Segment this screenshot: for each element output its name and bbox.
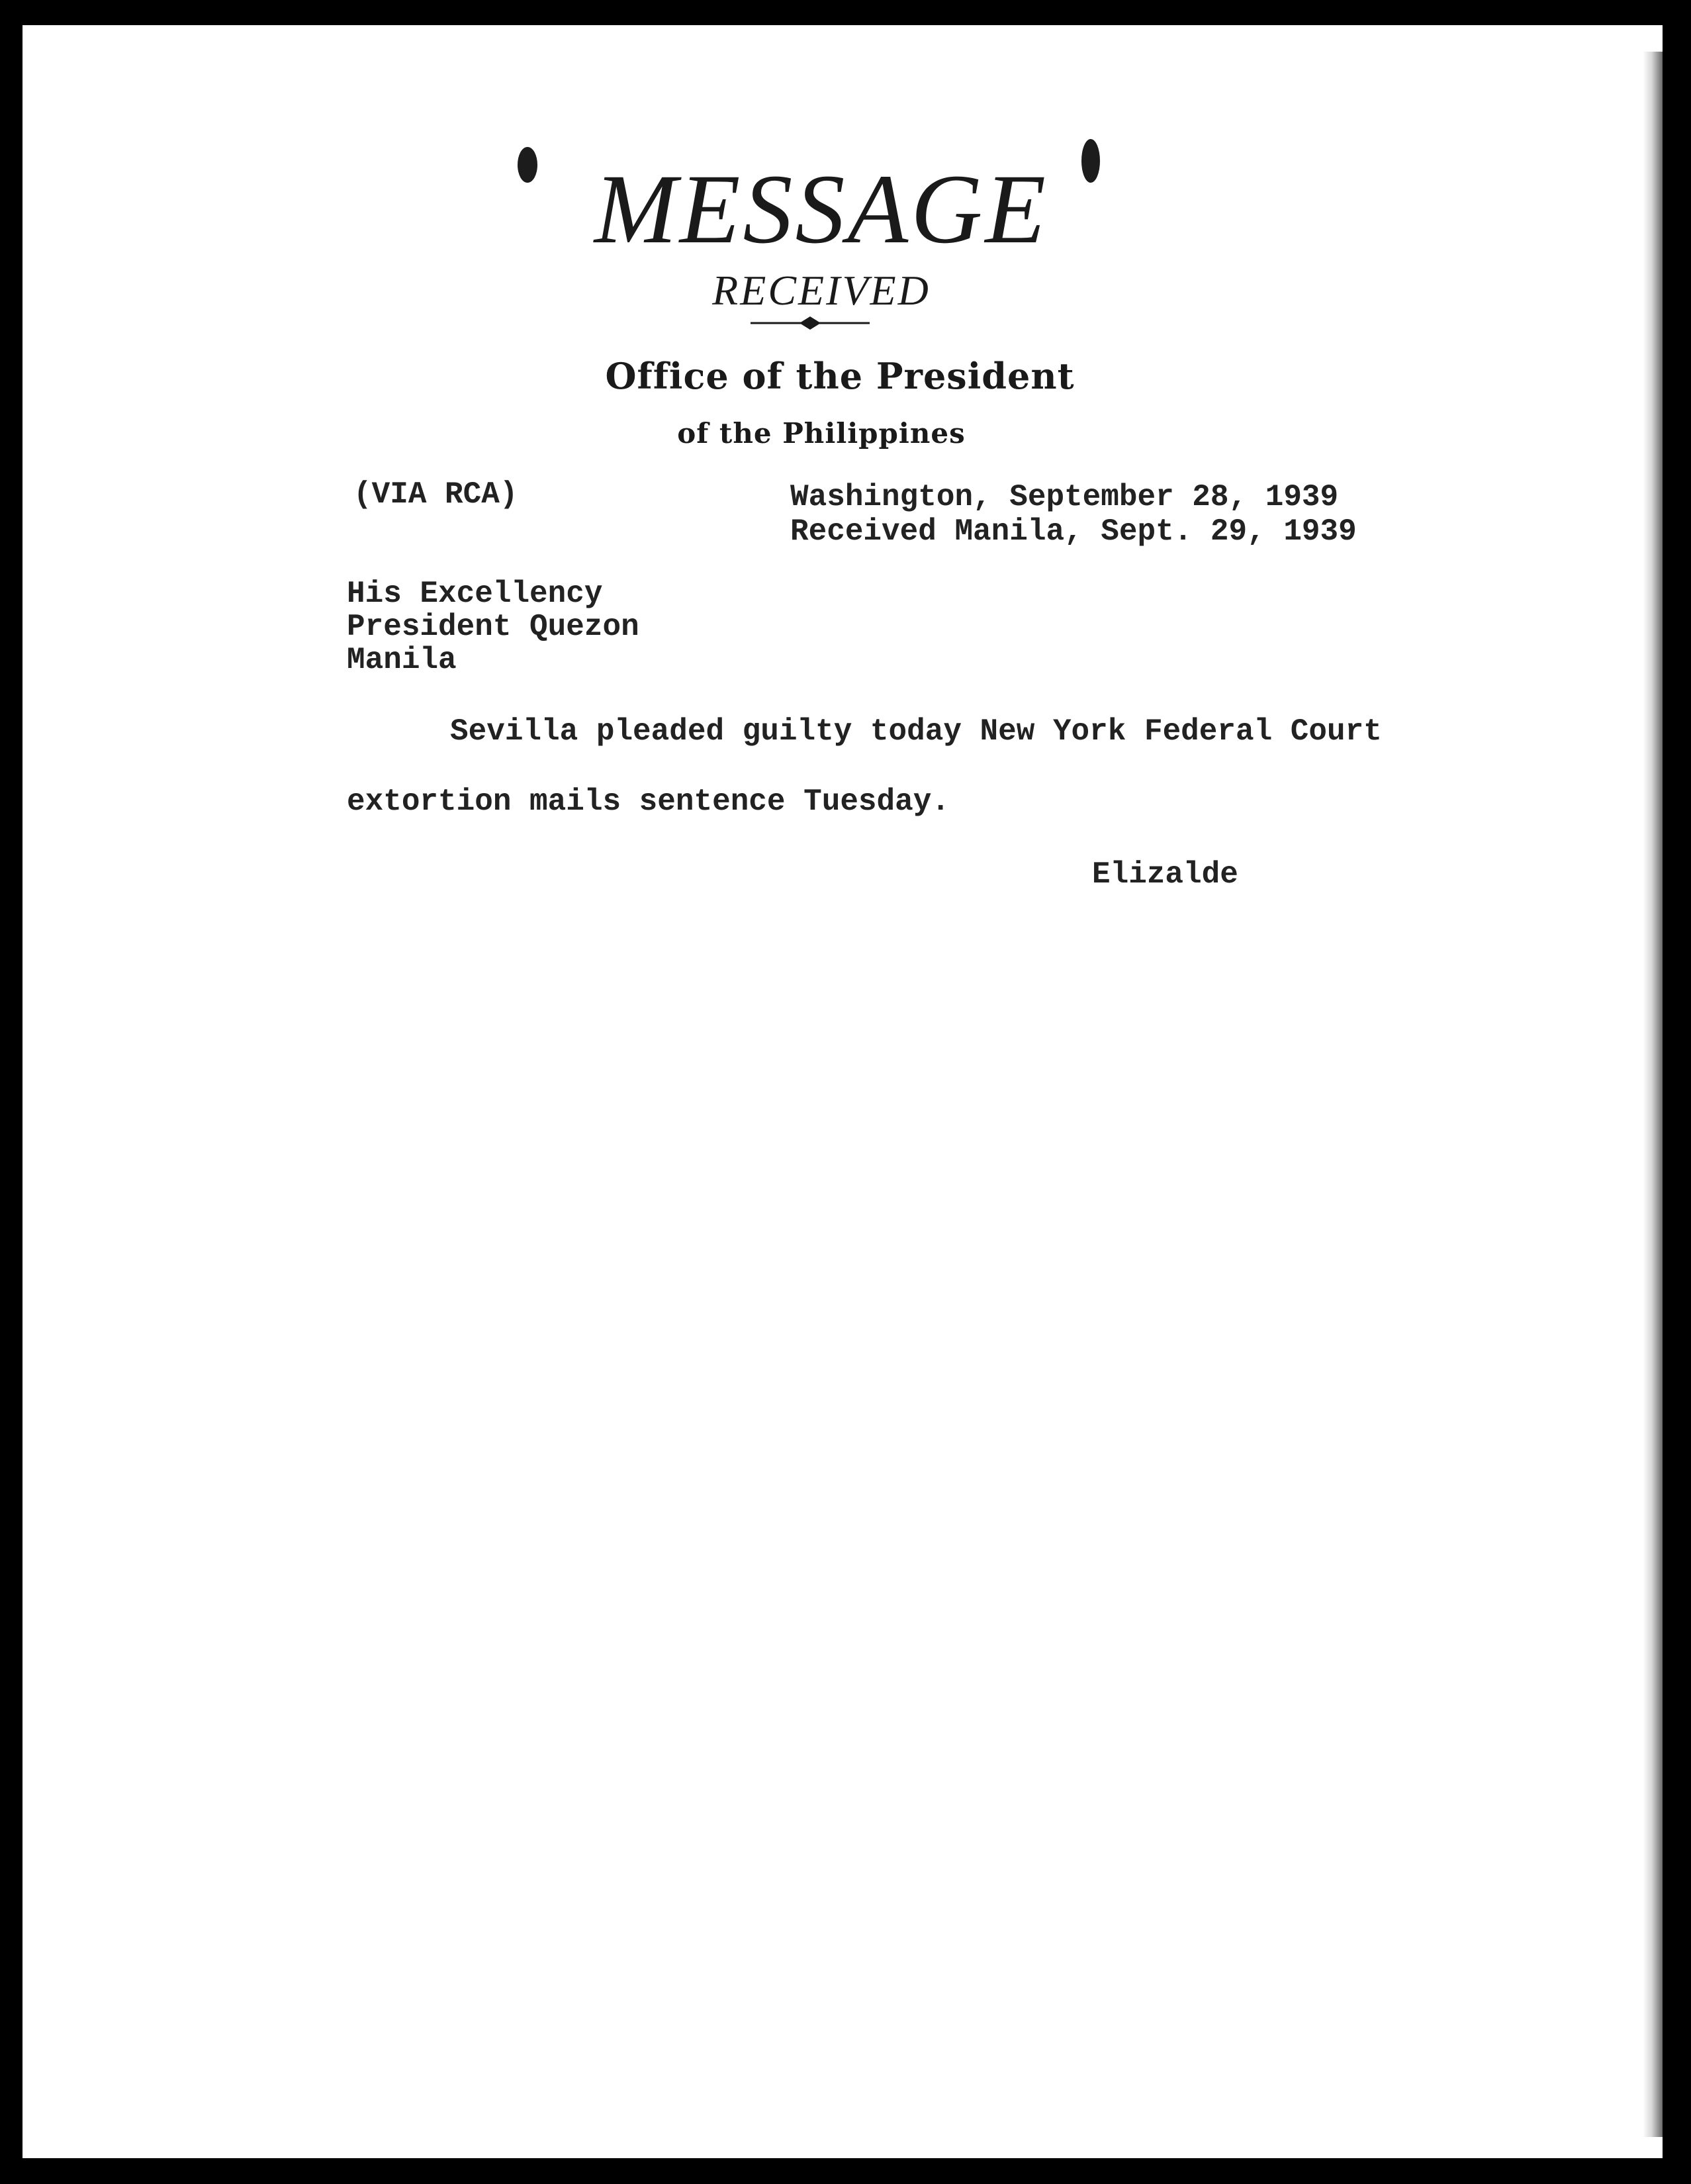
letterhead-subtitle: RECEIVED — [712, 267, 931, 314]
letterhead-title: MESSAGE — [594, 154, 1049, 264]
addressee-line-3: Manila — [347, 643, 457, 677]
routing-note: (VIA RCA) — [353, 477, 518, 512]
document-page — [23, 25, 1663, 2158]
letterhead-office: Office of the President — [605, 355, 1075, 397]
addressee-line-1: His Excellency — [347, 577, 603, 611]
message-body-line-2: extortion mails sentence Tuesday. — [347, 784, 950, 819]
addressee-line-2: President Quezon — [347, 610, 639, 644]
dateline-origin: Washington, September 28, 1939 — [790, 480, 1339, 514]
signature: Elizalde — [1092, 857, 1238, 892]
letterhead-ornament — [751, 310, 870, 336]
letterhead-country: of the Philippines — [677, 417, 966, 450]
dateline-received: Received Manila, Sept. 29, 1939 — [790, 514, 1357, 549]
message-body-line-1: Sevilla pleaded guilty today New York Federal Court — [450, 714, 1382, 749]
